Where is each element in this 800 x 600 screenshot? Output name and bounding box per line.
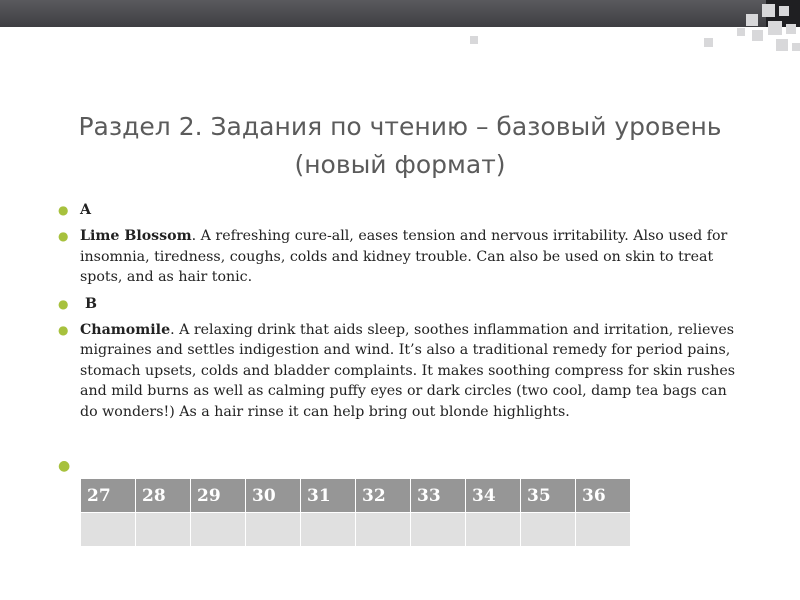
- question-number-cell: 34: [466, 479, 521, 513]
- answer-cell: [136, 513, 191, 547]
- bullet-dot-icon: ●: [58, 203, 69, 217]
- answer-cell: [191, 513, 246, 547]
- list-item: [58, 320, 738, 422]
- answer-cell: [576, 513, 631, 547]
- answer-cell: [521, 513, 576, 547]
- bullet-dot-icon: ●: [58, 296, 69, 311]
- answer-cell: [356, 513, 411, 547]
- bullet-dot-icon: ●: [58, 323, 69, 338]
- item-text: . A refreshing cure-all, eases tension and nervous irritability. Also used for insomnia, tiredness, coughs, colds and kidney trouble. Can also be used on skin to treat spots, and as hair tonic.: [80, 228, 728, 286]
- answer-cell: [466, 513, 521, 547]
- item-heading: B: [80, 295, 97, 312]
- question-number-cell: 31: [301, 479, 356, 513]
- question-number-cell: 35: [521, 479, 576, 513]
- question-number-cell: 36: [576, 479, 631, 513]
- decor-square: [792, 43, 800, 51]
- answer-cell: [81, 513, 136, 547]
- item-text: . A relaxing drink that aids sleep, soothes inflammation and irritation, relieves migraines and settles indigestion and wind. It’s also a traditional remedy for period pains, stomach upsets, colds and bladder complaints. It makes soothing compress for skin rushes and mild burns as well as calming puffy eyes or dark circles (two cool, damp tea bags can do wonders!) As a hair rinse it can help bring out blonde highlights.: [80, 322, 736, 420]
- slide-content: [58, 200, 738, 428]
- decor-square: [768, 21, 782, 35]
- question-number-cell: 27: [81, 479, 136, 513]
- answer-table-header-row: [81, 479, 631, 513]
- question-number-cell: 29: [191, 479, 246, 513]
- answer-table-answer-row: [81, 513, 631, 547]
- decor-square: [776, 39, 788, 51]
- item-heading: A: [80, 202, 92, 218]
- decor-square: [779, 6, 789, 16]
- decor-square: [704, 38, 713, 47]
- decor-square: [752, 30, 763, 41]
- answer-cell: [411, 513, 466, 547]
- empty-bullet-dot-icon: ●: [58, 458, 71, 474]
- decor-square: [762, 4, 775, 17]
- item-heading: Chamomile: [80, 322, 171, 339]
- decor-square: [470, 36, 478, 44]
- list-item: [58, 226, 738, 287]
- bullet-dot-icon: ●: [58, 229, 69, 244]
- decor-square: [737, 28, 745, 36]
- decorative-squares: [0, 0, 800, 60]
- slide-title: Раздел 2. Задания по чтению – базовый уровень (новый формат): [78, 112, 722, 179]
- list-item: [58, 200, 738, 220]
- question-number-cell: 33: [411, 479, 466, 513]
- list-item: [58, 294, 738, 314]
- question-number-cell: 28: [136, 479, 191, 513]
- item-heading: Lime Blossom: [80, 228, 192, 245]
- question-number-cell: 32: [356, 479, 411, 513]
- decor-square: [746, 14, 758, 26]
- question-number-cell: 30: [246, 479, 301, 513]
- answer-cell: [246, 513, 301, 547]
- answer-cell: [301, 513, 356, 547]
- answer-table: [80, 478, 631, 547]
- decor-square: [786, 24, 796, 34]
